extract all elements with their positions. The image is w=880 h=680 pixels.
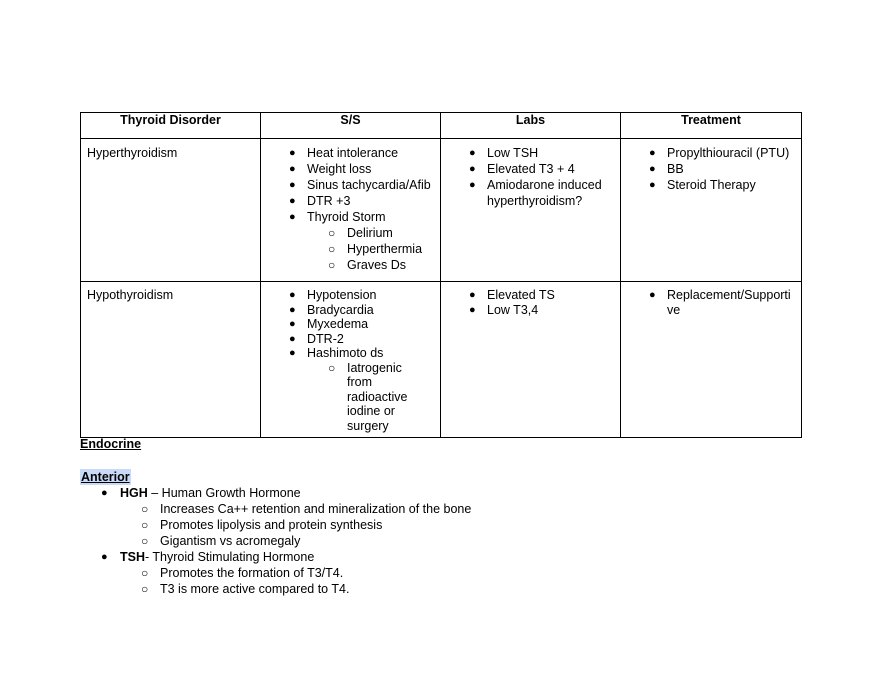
list-item bbox=[287, 346, 434, 433]
list-item: ● Bradycardia bbox=[287, 303, 434, 318]
list-item: ● Steroid Therapy bbox=[647, 177, 795, 193]
list-item: ● BB bbox=[647, 161, 795, 177]
list-item-text: Hashimoto ds bbox=[307, 346, 384, 360]
list-item: ● Replacement/Supportive bbox=[647, 288, 795, 317]
list-item: ● Heat intolerance bbox=[287, 145, 434, 161]
hormone-list bbox=[80, 485, 800, 597]
thyroid-disorder-table bbox=[80, 112, 802, 438]
table-header-row bbox=[81, 113, 802, 139]
header-thyroid-disorder: Thyroid Disorder bbox=[81, 113, 261, 139]
cell-disorder-name: Hypothyroidism bbox=[81, 282, 261, 438]
sub-list-item: ○ Hyperthermia bbox=[327, 241, 434, 257]
list-item: ● DTR +3 bbox=[287, 193, 434, 209]
sub-bullet-list bbox=[307, 225, 434, 273]
endocrine-section bbox=[80, 436, 800, 597]
list-item: ● Low TSH bbox=[467, 145, 614, 161]
table-row-hypothyroidism bbox=[81, 282, 802, 438]
hormone-item-tsh bbox=[80, 549, 800, 597]
subheading-anterior: Anterior bbox=[81, 470, 130, 484]
list-item: ● Amiodarone induced hyperthyroidism? bbox=[467, 177, 614, 209]
sub-bullet-list bbox=[120, 501, 800, 549]
bullet-list bbox=[267, 145, 434, 273]
cell-signs-symptoms bbox=[261, 282, 441, 438]
list-item: ● Weight loss bbox=[287, 161, 434, 177]
cell-signs-symptoms bbox=[261, 139, 441, 282]
hormone-item-hgh bbox=[80, 485, 800, 549]
bullet-list bbox=[627, 145, 795, 193]
sub-list-item: ○ Promotes the formation of T3/T4. bbox=[120, 565, 800, 581]
header-signs-symptoms: S/S bbox=[261, 113, 441, 139]
cell-labs bbox=[441, 139, 621, 282]
cell-labs bbox=[441, 282, 621, 438]
cell-treatment bbox=[621, 139, 802, 282]
list-item-text: Thyroid Storm bbox=[307, 210, 386, 224]
list-item: ● Propylthiouracil (PTU) bbox=[647, 145, 795, 161]
sub-list-item: ○ Iatrogenic from radioactive iodine or surgery bbox=[327, 361, 434, 434]
header-labs: Labs bbox=[441, 113, 621, 139]
list-item: ● Sinus tachycardia/Afib bbox=[287, 177, 434, 193]
list-item: ● DTR-2 bbox=[287, 332, 434, 347]
cell-treatment bbox=[621, 282, 802, 438]
list-item: ● Hypotension bbox=[287, 288, 434, 303]
table-row-hyperthyroidism bbox=[81, 139, 802, 282]
bullet-list bbox=[447, 288, 614, 317]
hormone-desc: – Human Growth Hormone bbox=[147, 486, 301, 500]
hormone-desc: - Thyroid Stimulating Hormone bbox=[145, 550, 315, 564]
list-item: ● Elevated TS bbox=[467, 288, 614, 303]
sub-list-item: ○ T3 is more active compared to T4. bbox=[120, 581, 800, 597]
sub-list-item: ○ Increases Ca++ retention and mineralization of the bone bbox=[120, 501, 800, 517]
sub-list-item: ○ Gigantism vs acromegaly bbox=[120, 533, 800, 549]
sub-list-item: ○ Delirium bbox=[327, 225, 434, 241]
hormone-abbr: TSH bbox=[120, 550, 145, 564]
sub-bullet-list bbox=[120, 565, 800, 597]
list-item: ● Low T3,4 bbox=[467, 303, 614, 318]
sub-bullet-list bbox=[307, 361, 434, 434]
bullet-list bbox=[627, 288, 795, 317]
list-item bbox=[287, 209, 434, 273]
bullet-list bbox=[447, 145, 614, 209]
sub-list-item: ○ Promotes lipolysis and protein synthesis bbox=[120, 517, 800, 533]
section-heading-endocrine: Endocrine bbox=[80, 437, 142, 451]
list-item: ● Myxedema bbox=[287, 317, 434, 332]
bullet-list bbox=[267, 288, 434, 433]
hormone-abbr: HGH bbox=[120, 486, 148, 500]
sub-list-item: ○ Graves Ds bbox=[327, 257, 434, 273]
cell-disorder-name: Hyperthyroidism bbox=[81, 139, 261, 282]
header-treatment: Treatment bbox=[621, 113, 802, 139]
list-item: ● Elevated T3 + 4 bbox=[467, 161, 614, 177]
